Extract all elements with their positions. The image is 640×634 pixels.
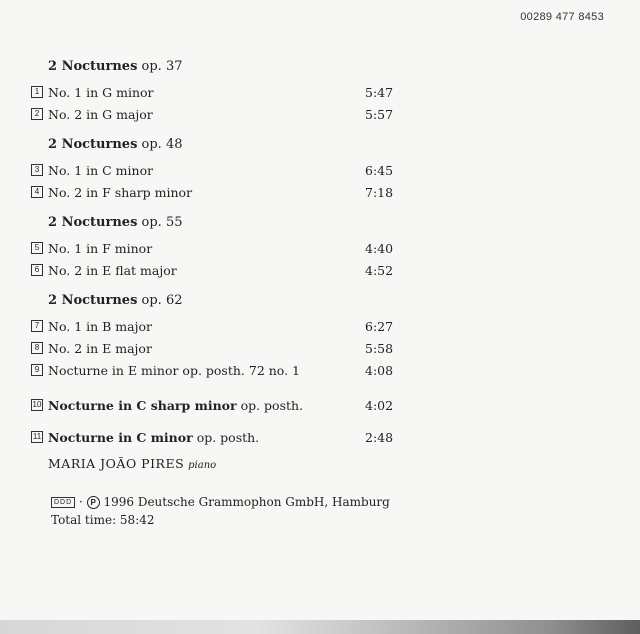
track-row-single <box>31 392 393 418</box>
phonographic-copyright-icon: P <box>87 496 100 509</box>
copyright-text: 1996 Deutsche Grammophon GmbH, Hamburg <box>103 495 390 509</box>
track-duration: 6:27 <box>365 318 394 334</box>
catalog-number: 00289 477 8453 <box>520 11 604 23</box>
tracklist <box>31 58 393 456</box>
ddd-icon: DDD <box>51 497 75 508</box>
track-title: No. 2 in F sharp minor <box>48 184 193 200</box>
group-op55 <box>31 214 393 281</box>
track-number: 4 <box>31 186 43 198</box>
track-number: 9 <box>31 364 43 376</box>
artist-name: MARIA JOÃO PIRES <box>48 456 185 471</box>
track-duration: 4:40 <box>365 240 394 256</box>
track-row <box>31 181 393 203</box>
track-duration: 5:57 <box>365 106 394 122</box>
track-title: Nocturne in C minor op. posth. <box>48 429 260 445</box>
track-row <box>31 159 393 181</box>
bottom-edge-band <box>0 620 640 634</box>
group-op37 <box>31 58 393 125</box>
track-title: No. 1 in G minor <box>48 84 154 100</box>
artist-instrument: piano <box>188 460 217 471</box>
track-number: 10 <box>32 400 42 409</box>
track-duration: 4:08 <box>365 362 394 378</box>
track-duration: 7:18 <box>365 184 394 200</box>
track-title: No. 2 in E flat major <box>48 262 177 278</box>
group-title: 2 Nocturnes op. 55 <box>48 215 183 230</box>
track-title: No. 2 in E major <box>48 340 152 356</box>
track-duration: 5:58 <box>365 340 394 356</box>
group-title: 2 Nocturnes op. 37 <box>48 59 183 74</box>
group-op48 <box>31 136 393 203</box>
track-row-single <box>31 424 393 450</box>
track-number: 8 <box>31 342 43 354</box>
track-duration: 4:02 <box>365 397 394 413</box>
track-number: 1 <box>31 86 43 98</box>
track-number: 5 <box>31 242 43 254</box>
group-title: 2 Nocturnes op. 48 <box>48 137 183 152</box>
track-row <box>31 81 393 103</box>
track-row <box>31 359 393 381</box>
artist-credit <box>48 456 216 471</box>
track-title: Nocturne in C sharp minor op. posth. <box>48 397 304 413</box>
track-row <box>31 103 393 125</box>
track-number: 3 <box>31 164 43 176</box>
track-title: No. 1 in B major <box>48 318 152 334</box>
track-row <box>31 259 393 281</box>
total-time: Total time: 58:42 <box>51 513 155 527</box>
track-number: 2 <box>31 108 43 120</box>
track-title: Nocturne in E minor op. posth. 72 no. 1 <box>48 362 301 378</box>
track-duration: 6:45 <box>365 162 394 178</box>
track-row <box>31 315 393 337</box>
copyright-line: DDD · P 1996 Deutsche Grammophon GmbH, Hamburg <box>51 495 390 509</box>
track-title: No. 1 in C minor <box>48 162 154 178</box>
track-row <box>31 337 393 359</box>
track-number: 7 <box>31 320 43 332</box>
track-duration: 4:52 <box>365 262 394 278</box>
track-duration: 2:48 <box>365 429 394 445</box>
track-title: No. 2 in G major <box>48 106 153 122</box>
track-row <box>31 237 393 259</box>
track-number: 6 <box>31 264 43 276</box>
group-op62 <box>31 292 393 381</box>
track-number: 11 <box>32 432 42 441</box>
track-title: No. 1 in F minor <box>48 240 153 256</box>
track-duration: 5:47 <box>365 84 394 100</box>
group-title: 2 Nocturnes op. 62 <box>48 293 183 308</box>
